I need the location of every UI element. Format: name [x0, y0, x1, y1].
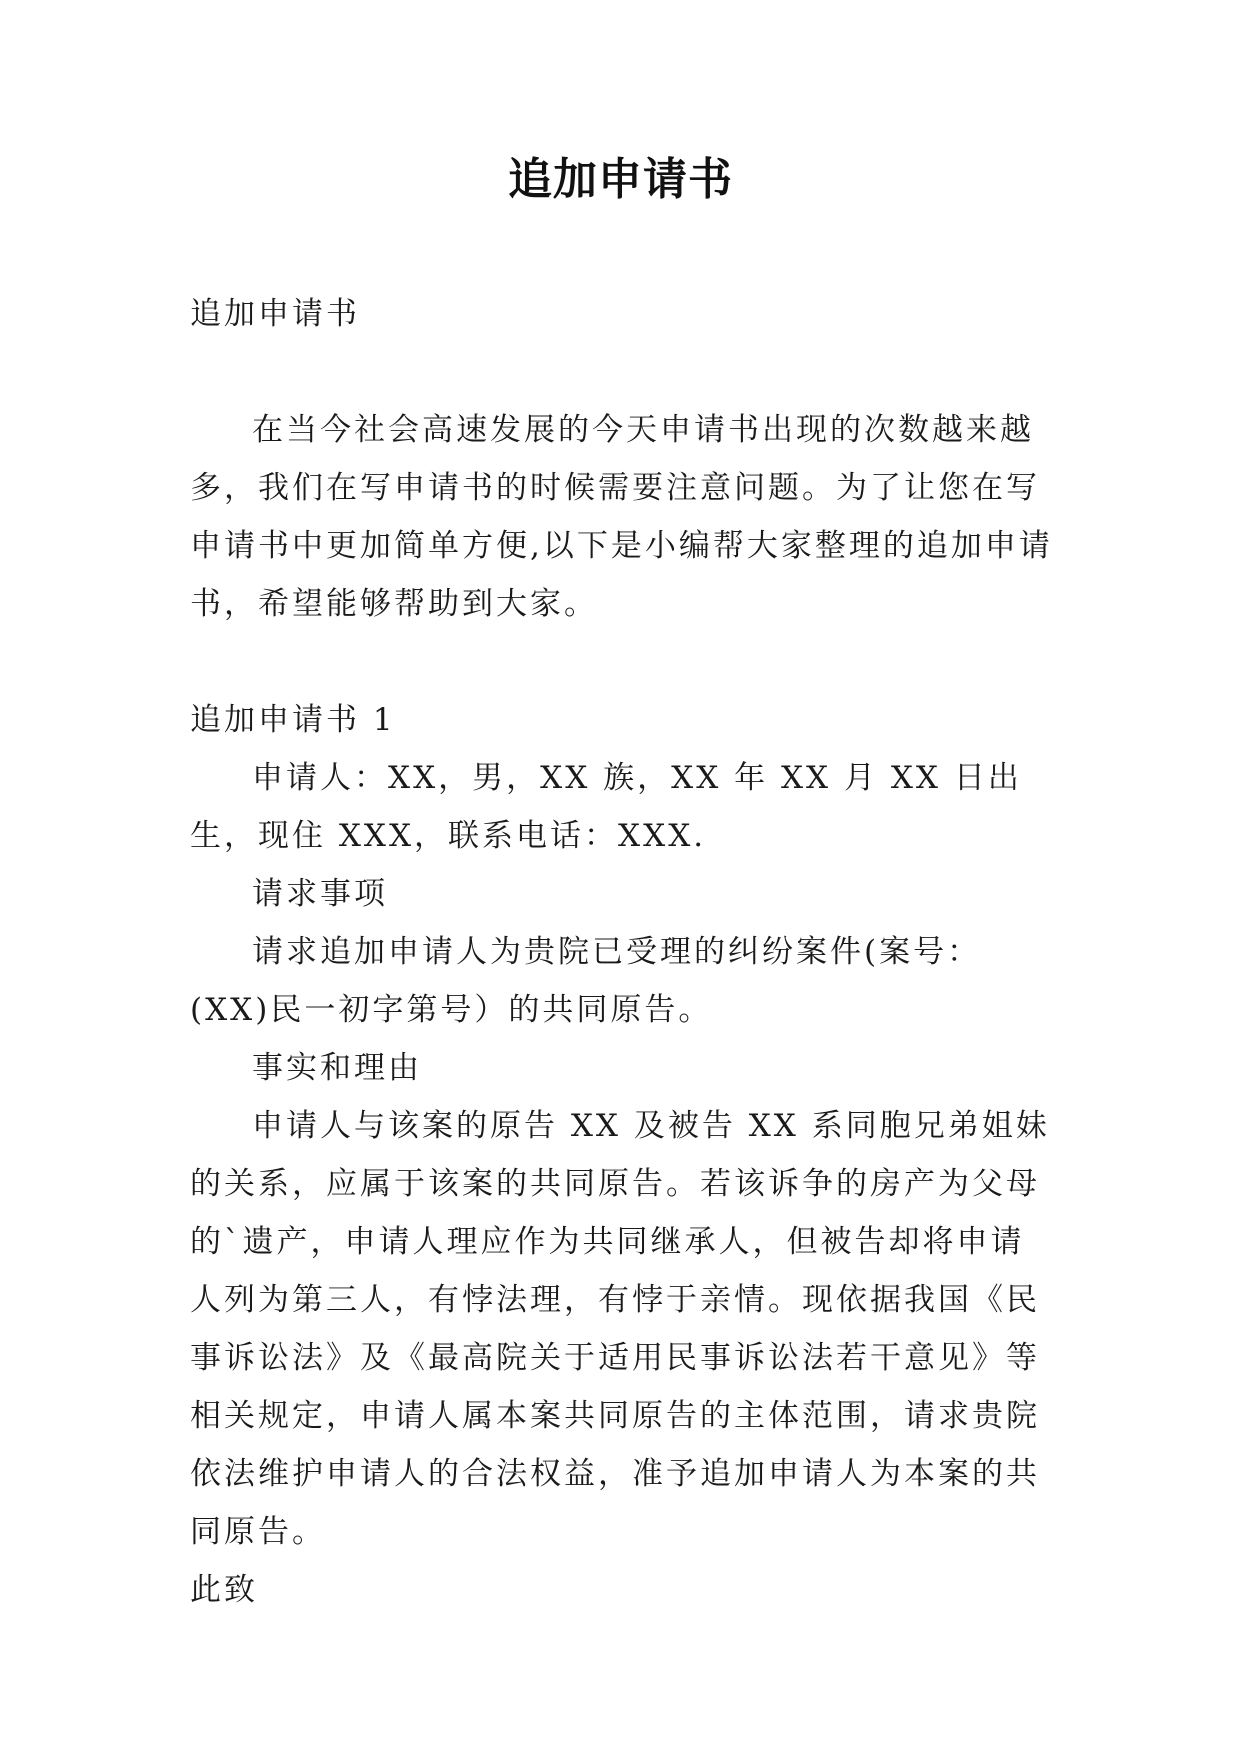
document-subtitle: 追加申请书	[190, 296, 360, 332]
facts-paragraph: 申请人与该案的原告 XX 及被告 XX 系同胞兄弟姐妹的关系，应属于该案的共同原告。若该诉争的房产为父母的`遗产，申请人理应作为共同继承人，但被告却将申请人列为第三人，有悖法理，有悖于亲情。现依据我国《民事诉讼法》及《最高院关于适用民事诉讼法若干意见》等相关规定，申请人属本案共同原告的主体范围，请求贵院依法维护申请人的合法权益，准予追加申请人为本案的共同原告。	[190, 1108, 1050, 1550]
facts-heading: 事实和理由	[252, 1050, 422, 1086]
applicant-paragraph: 申请人：XX，男，XX 族，XX 年 XX 月 XX 日出生，现住 XXX，联系电话：XXX.	[190, 760, 1022, 854]
document-body	[190, 285, 1056, 1619]
document-title: 追加申请书	[508, 154, 733, 205]
request-paragraph: 请求追加申请人为贵院已受理的纠纷案件(案号：(XX)民一初字第号）的共同原告。	[190, 934, 982, 1028]
closing-line: 此致	[190, 1572, 258, 1608]
request-heading: 请求事项	[252, 876, 388, 912]
blank-line	[190, 633, 1056, 691]
blank-line	[190, 343, 1056, 401]
section-heading: 追加申请书 1	[190, 702, 396, 738]
intro-paragraph: 在当今社会高速发展的今天申请书出现的次数越来越多，我们在写申请书的时候需要注意问题。为了让您在写申请书中更加简单方便,以下是小编帮大家整理的追加申请书，希望能够帮助到大家。	[190, 412, 1053, 622]
